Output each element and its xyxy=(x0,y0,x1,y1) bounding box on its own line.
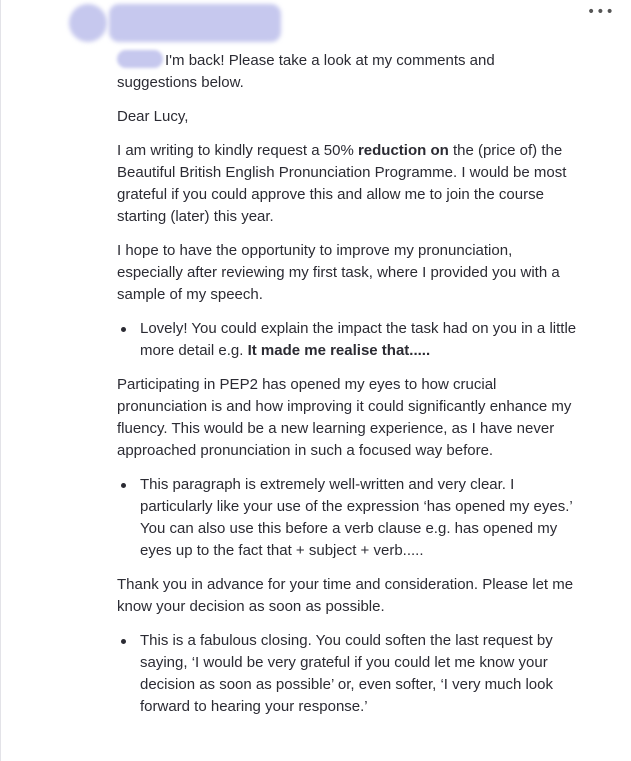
comment-item: This is a fabulous closing. You could soften the last request by saying, ‘I would be very grateful if you could let me know your decision as soon as possible’ or, even softer, ‘I very much look forward to hearing your response.’ xyxy=(117,630,577,718)
message-body xyxy=(117,50,577,730)
comment-item: This paragraph is extremely well-written and very clear. I particularly like your use of the expression ‘has opened my eyes.’ You can also use this before a verb clause e.g. has opened my eyes up to the fact that + subject + verb..... xyxy=(117,474,577,562)
letter-paragraph-3: Participating in PEP2 has opened my eyes to how crucial pronunciation is and how improving it could significantly enhance my fluency. This would be a new learning experience, as I have never approached pronunciation in such a focused way before. xyxy=(117,376,572,459)
letter-paragraph-2: I hope to have the opportunity to improve my pronunciation, especially after reviewing my first task, where I provided you with a sample of my speech. xyxy=(117,242,560,303)
sender-name[interactable] xyxy=(109,4,281,42)
letter-paragraph-1: I am writing to kindly request a 50% reduction on the (price of) the Beautiful British English Pronunciation Programme. I would be most grateful if you could approve this and allow me to join the course starting (later) this year. xyxy=(117,142,567,225)
comment-list-3 xyxy=(117,630,577,718)
salutation: Dear Lucy, xyxy=(117,108,189,125)
letter-paragraph-4: Thank you in advance for your time and consideration. Please let me know your decision as soon as possible. xyxy=(117,576,574,615)
comment-list-2 xyxy=(117,474,577,562)
intro-text: I'm back! Please take a look at my comments and suggestions below. xyxy=(117,52,495,91)
more-options-button[interactable]: ••• xyxy=(587,4,615,20)
comment-item: Lovely! You could explain the impact the task had on you in a little more detail e.g. It made me realise that..... xyxy=(117,318,577,362)
user-mention[interactable] xyxy=(117,50,163,68)
avatar[interactable] xyxy=(69,4,107,42)
comment-list-1 xyxy=(117,318,577,362)
